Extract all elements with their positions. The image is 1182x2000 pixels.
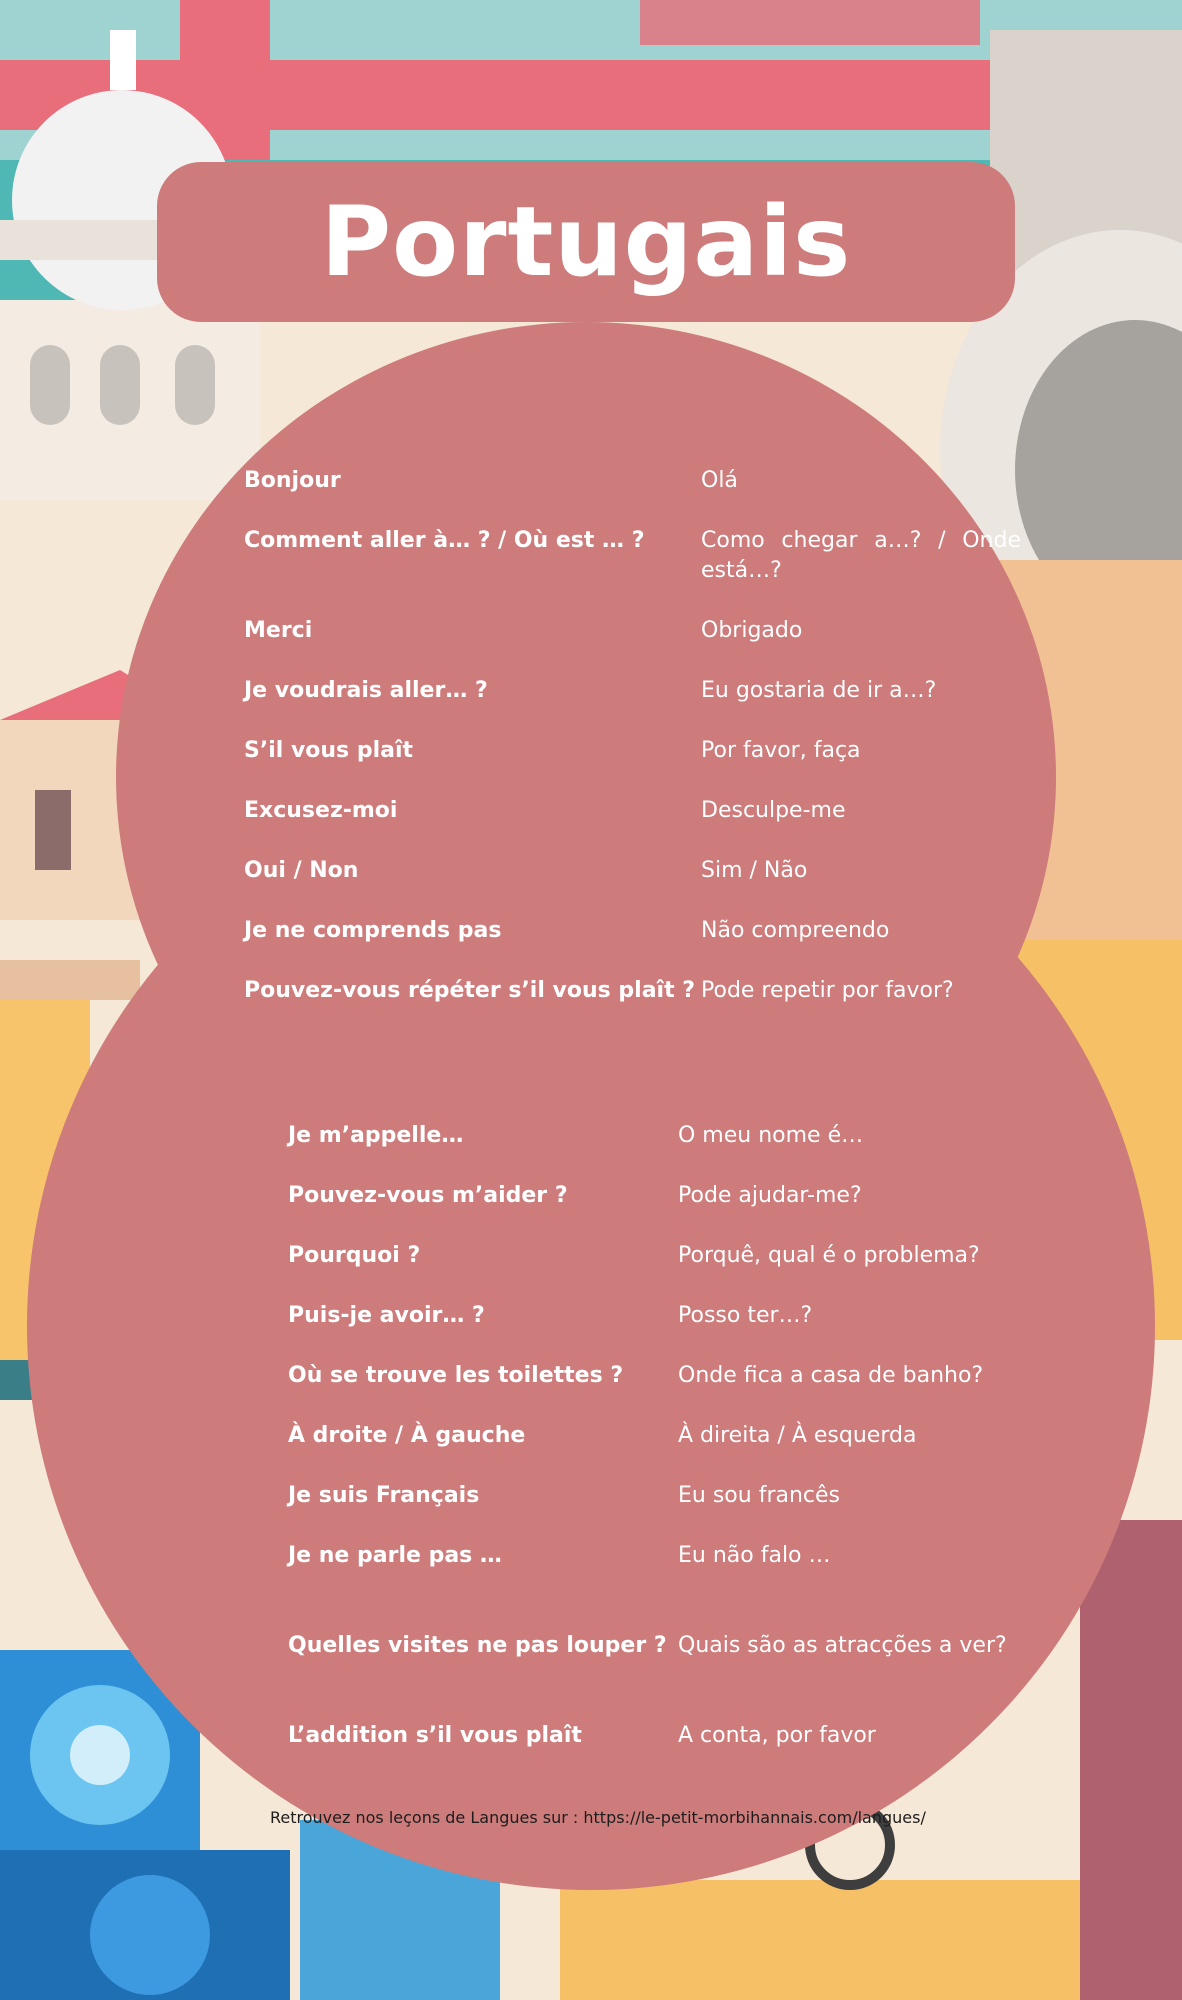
phrase-row: [288, 1721, 1008, 1751]
portuguese-phrase: Por favor, faça: [701, 738, 861, 763]
french-phrase: S’il vous plaît: [244, 738, 414, 763]
portuguese-phrase: Como chegar a…? / Onde está…?: [701, 528, 1021, 583]
portuguese-phrase: Não compreendo: [701, 918, 890, 943]
portuguese-phrase: Eu não falo …: [678, 1543, 831, 1568]
portuguese-phrase: Pode repetir por favor?: [701, 978, 954, 1003]
french-phrase: Où se trouve les toilettes ?: [288, 1363, 624, 1388]
portuguese-phrase: À direita / À esquerda: [678, 1423, 917, 1448]
phrase-row: [244, 796, 1024, 826]
french-phrase: Pouvez-vous m’aider ?: [288, 1183, 568, 1208]
portuguese-phrase: Obrigado: [701, 618, 803, 643]
french-phrase: À droite / À gauche: [288, 1423, 526, 1448]
portuguese-phrase: Pode ajudar-me?: [678, 1183, 862, 1208]
french-phrase: Bonjour: [244, 468, 341, 493]
phrase-row: [244, 916, 1024, 946]
page-title: Portugais: [320, 186, 852, 298]
portuguese-phrase: Desculpe-me: [701, 798, 846, 823]
phrase-row: [288, 1241, 1008, 1271]
phrase-list-2: [288, 1121, 1008, 1761]
portuguese-phrase: Eu sou francês: [678, 1483, 841, 1508]
portuguese-phrase: Porquê, qual é o problema?: [678, 1243, 980, 1268]
french-phrase: Je suis Français: [288, 1483, 480, 1508]
footer-link-text: Retrouvez nos leçons de Langues sur : https://le-petit-morbihannais.com/langues/: [270, 1808, 926, 1827]
french-phrase: Quelles visites ne pas louper ?: [288, 1633, 667, 1658]
phrase-row: [288, 1421, 1008, 1451]
phrase-row: [244, 736, 1024, 766]
portuguese-phrase: Onde fica a casa de banho?: [678, 1363, 984, 1388]
phrase-row: [244, 466, 1024, 496]
french-phrase: Pouvez-vous répéter s’il vous plaît ?: [244, 978, 696, 1003]
french-phrase: Je ne comprends pas: [244, 918, 502, 943]
phrase-row: [288, 1631, 1008, 1661]
title-banner: [157, 162, 1015, 322]
phrase-row: [288, 1181, 1008, 1211]
french-phrase: Merci: [244, 618, 313, 643]
french-phrase: Je ne parle pas …: [288, 1543, 502, 1568]
phrase-list-1: [244, 466, 1024, 1026]
phrase-row: [288, 1481, 1008, 1511]
portuguese-phrase: Sim / Não: [701, 858, 808, 883]
portuguese-phrase: A conta, por favor: [678, 1723, 876, 1748]
phrase-row: [244, 676, 1024, 706]
french-phrase: Oui / Non: [244, 858, 359, 883]
phrase-row: [244, 976, 1024, 1006]
phrase-row: [288, 1301, 1008, 1331]
french-phrase: L’addition s’il vous plaît: [288, 1723, 582, 1748]
portuguese-phrase: Olá: [701, 468, 738, 493]
portuguese-phrase: Quais são as atracções a ver?: [678, 1633, 1007, 1658]
french-phrase: Comment aller à… ? / Où est … ?: [244, 528, 645, 553]
phrase-row: [244, 856, 1024, 886]
phrase-row: [288, 1121, 1008, 1151]
phrase-row: [288, 1541, 1008, 1571]
portuguese-phrase: O meu nome é…: [678, 1123, 864, 1148]
portuguese-phrase: Posso ter…?: [678, 1303, 813, 1328]
phrase-row: [244, 526, 1024, 586]
phrase-row: [288, 1361, 1008, 1391]
french-phrase: Puis-je avoir… ?: [288, 1303, 485, 1328]
phrase-row: [244, 616, 1024, 646]
french-phrase: Je voudrais aller… ?: [244, 678, 488, 703]
french-phrase: Excusez-moi: [244, 798, 398, 823]
french-phrase: Pourquoi ?: [288, 1243, 421, 1268]
french-phrase: Je m’appelle…: [288, 1123, 464, 1148]
portuguese-phrase: Eu gostaria de ir a…?: [701, 678, 937, 703]
